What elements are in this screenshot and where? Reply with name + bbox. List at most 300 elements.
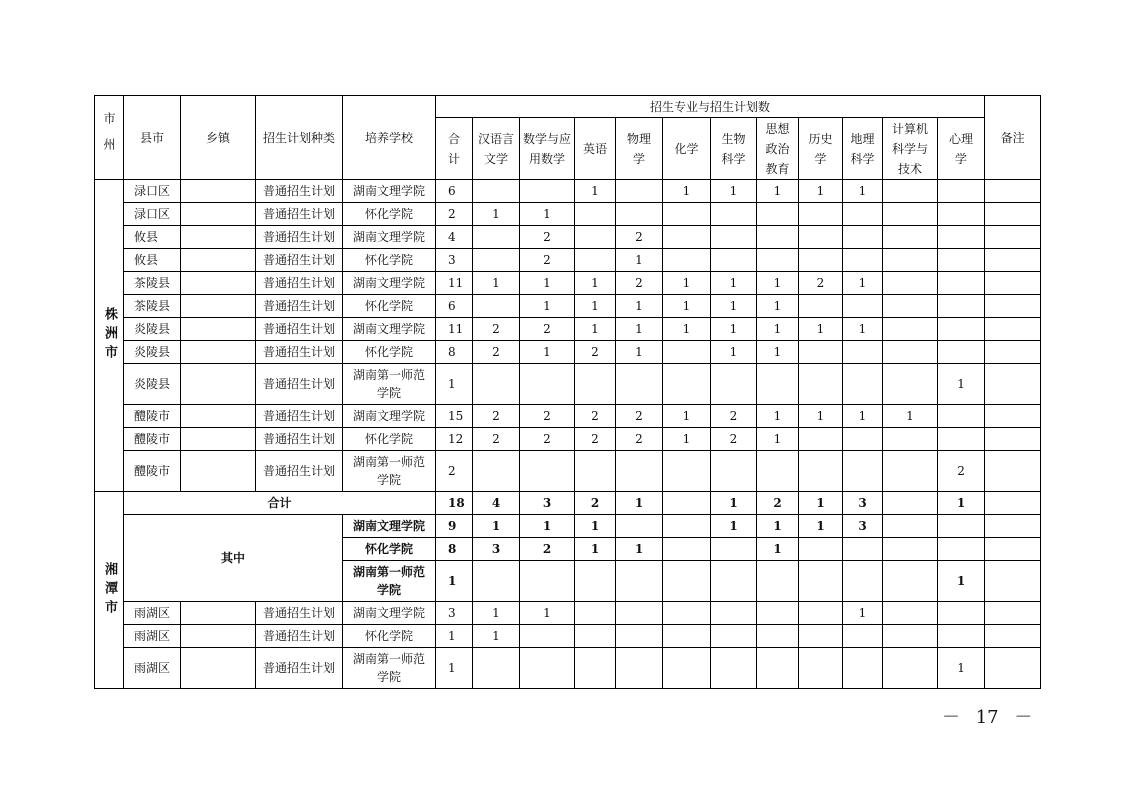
plan-type-cell: 普通招生计划	[256, 451, 343, 492]
value-cell: 2	[520, 226, 575, 249]
value-cell: 1	[711, 295, 757, 318]
value-cell: 1	[843, 602, 883, 625]
town-cell	[181, 405, 256, 428]
value-cell	[520, 625, 575, 648]
value-cell	[616, 648, 663, 689]
value-cell	[616, 625, 663, 648]
note-cell	[985, 561, 1041, 602]
value-cell	[711, 538, 757, 561]
value-cell	[799, 538, 843, 561]
value-cell: 1	[843, 272, 883, 295]
value-cell: 1	[520, 272, 575, 295]
value-cell	[473, 451, 520, 492]
header-major-label: 心理学	[949, 131, 974, 166]
value-cell	[663, 625, 711, 648]
table-row	[95, 625, 1041, 648]
total-cell: 18	[436, 492, 473, 515]
school-cell	[343, 405, 436, 428]
value-cell	[473, 295, 520, 318]
value-cell	[938, 428, 985, 451]
value-cell: 1	[757, 341, 799, 364]
value-cell	[843, 561, 883, 602]
school-name: 怀化学院	[364, 207, 413, 221]
total-cell: 4	[436, 226, 473, 249]
value-cell	[575, 226, 616, 249]
school-cell	[343, 272, 436, 295]
value-cell: 2	[473, 318, 520, 341]
note-cell	[985, 648, 1041, 689]
school-name: 湖南文理学院	[352, 409, 425, 423]
value-cell	[663, 203, 711, 226]
plan-type-cell: 普通招生计划	[256, 428, 343, 451]
table-row	[95, 249, 1041, 272]
county-cell: 雨湖区	[124, 625, 181, 648]
value-cell	[843, 341, 883, 364]
value-cell	[520, 180, 575, 203]
value-cell	[757, 648, 799, 689]
value-cell	[938, 515, 985, 538]
value-cell: 1	[575, 295, 616, 318]
value-cell: 2	[757, 492, 799, 515]
plan-type-cell: 普通招生计划	[256, 249, 343, 272]
note-cell	[985, 249, 1041, 272]
value-cell: 1	[473, 515, 520, 538]
school-name: 怀化学院	[364, 629, 413, 643]
header-major-label: 汉语言文学	[477, 131, 514, 166]
value-cell	[883, 648, 938, 689]
total-cell: 15	[436, 405, 473, 428]
school-cell	[343, 180, 436, 203]
value-cell	[938, 538, 985, 561]
school-name: 怀化学院	[364, 253, 413, 267]
note-cell	[985, 602, 1041, 625]
value-cell	[663, 602, 711, 625]
town-cell	[181, 249, 256, 272]
note-cell	[985, 203, 1041, 226]
table-row	[95, 180, 1041, 203]
value-cell	[663, 561, 711, 602]
value-cell	[757, 203, 799, 226]
value-cell	[883, 451, 938, 492]
total-cell: 2	[436, 203, 473, 226]
value-cell	[711, 364, 757, 405]
plan-type-cell: 普通招生计划	[256, 341, 343, 364]
value-cell	[883, 515, 938, 538]
school-name: 湖南文理学院	[352, 519, 425, 533]
value-cell	[938, 602, 985, 625]
value-cell	[575, 602, 616, 625]
value-cell	[883, 272, 938, 295]
value-cell: 1	[843, 318, 883, 341]
county-cell: 醴陵市	[124, 428, 181, 451]
value-cell: 2	[616, 428, 663, 451]
school-cell	[343, 203, 436, 226]
value-cell	[757, 625, 799, 648]
school-cell	[343, 515, 436, 538]
value-cell: 1	[883, 405, 938, 428]
value-cell	[799, 451, 843, 492]
value-cell: 2	[575, 341, 616, 364]
value-cell: 1	[711, 272, 757, 295]
value-cell: 1	[616, 295, 663, 318]
page-number: － 17 －	[942, 707, 1033, 728]
county-cell: 茶陵县	[124, 295, 181, 318]
value-cell	[843, 538, 883, 561]
value-cell	[663, 341, 711, 364]
town-cell	[181, 295, 256, 318]
value-cell	[711, 226, 757, 249]
value-cell	[883, 625, 938, 648]
note-cell	[985, 318, 1041, 341]
value-cell: 3	[843, 515, 883, 538]
city-name: 株洲市	[102, 307, 117, 364]
value-cell	[663, 364, 711, 405]
total-cell: 1	[436, 648, 473, 689]
value-cell	[757, 561, 799, 602]
header-major	[711, 118, 757, 180]
header-major-label: 历史学	[808, 131, 833, 166]
header-major	[473, 118, 520, 180]
note-cell	[985, 451, 1041, 492]
value-cell: 2	[575, 428, 616, 451]
value-cell	[616, 203, 663, 226]
value-cell	[938, 405, 985, 428]
county-cell: 炎陵县	[124, 318, 181, 341]
plan-type-cell: 普通招生计划	[256, 203, 343, 226]
county-cell: 醴陵市	[124, 405, 181, 428]
value-cell	[663, 515, 711, 538]
note-cell	[985, 180, 1041, 203]
note-cell	[985, 405, 1041, 428]
value-cell: 2	[520, 249, 575, 272]
total-cell: 9	[436, 515, 473, 538]
header-major-label: 英语	[582, 141, 607, 156]
value-cell	[575, 648, 616, 689]
value-cell	[883, 602, 938, 625]
note-cell	[985, 226, 1041, 249]
school-cell	[343, 295, 436, 318]
value-cell: 1	[843, 405, 883, 428]
school-cell	[343, 428, 436, 451]
value-cell: 1	[757, 428, 799, 451]
value-cell: 1	[473, 625, 520, 648]
value-cell: 1	[711, 492, 757, 515]
value-cell	[757, 451, 799, 492]
header-major-label: 思想政治教育	[765, 121, 790, 176]
value-cell: 1	[938, 364, 985, 405]
value-cell	[711, 203, 757, 226]
school-name: 怀化学院	[364, 432, 413, 446]
value-cell: 1	[711, 318, 757, 341]
value-cell	[757, 249, 799, 272]
value-cell: 1	[473, 272, 520, 295]
county-cell: 攸县	[124, 226, 181, 249]
value-cell	[663, 648, 711, 689]
header-school: 培养学校	[343, 96, 436, 180]
total-cell: 6	[436, 180, 473, 203]
value-cell: 1	[757, 318, 799, 341]
value-cell	[799, 249, 843, 272]
value-cell	[883, 538, 938, 561]
town-cell	[181, 272, 256, 295]
value-cell: 1	[575, 180, 616, 203]
value-cell	[473, 249, 520, 272]
plan-type-cell: 普通招生计划	[256, 180, 343, 203]
school-cell	[343, 538, 436, 561]
table-row	[95, 648, 1041, 689]
value-cell: 1	[799, 492, 843, 515]
value-cell: 1	[799, 318, 843, 341]
value-cell: 1	[616, 538, 663, 561]
school-name: 怀化学院	[364, 299, 413, 313]
school-cell	[343, 625, 436, 648]
total-cell: 8	[436, 538, 473, 561]
value-cell	[520, 648, 575, 689]
header-major-label: 物理学	[626, 131, 651, 166]
table-row	[95, 318, 1041, 341]
value-cell	[938, 180, 985, 203]
table-row	[95, 272, 1041, 295]
value-cell: 2	[711, 405, 757, 428]
town-cell	[181, 648, 256, 689]
header-majors-group: 招生专业与招生计划数	[436, 96, 985, 118]
value-cell	[938, 625, 985, 648]
value-cell	[711, 602, 757, 625]
town-cell	[181, 625, 256, 648]
school-cell	[343, 364, 436, 405]
school-name: 怀化学院	[364, 542, 413, 556]
value-cell: 1	[473, 203, 520, 226]
value-cell	[663, 538, 711, 561]
value-cell	[520, 451, 575, 492]
value-cell	[938, 203, 985, 226]
value-cell: 1	[711, 180, 757, 203]
header-major-label: 数学与应用数学	[523, 131, 572, 166]
value-cell	[799, 648, 843, 689]
value-cell	[883, 180, 938, 203]
value-cell: 2	[520, 428, 575, 451]
value-cell	[520, 561, 575, 602]
value-cell	[938, 226, 985, 249]
school-cell	[343, 561, 436, 602]
value-cell	[616, 561, 663, 602]
town-cell	[181, 341, 256, 364]
value-cell	[938, 272, 985, 295]
value-cell	[711, 451, 757, 492]
school-cell	[343, 648, 436, 689]
county-cell: 炎陵县	[124, 364, 181, 405]
note-cell	[985, 492, 1041, 515]
school-name: 湖南第一师范学院	[352, 368, 425, 400]
value-cell: 1	[473, 602, 520, 625]
value-cell	[883, 226, 938, 249]
value-cell	[575, 364, 616, 405]
value-cell: 3	[473, 538, 520, 561]
value-cell: 1	[757, 405, 799, 428]
town-cell	[181, 180, 256, 203]
total-cell: 11	[436, 272, 473, 295]
header-major	[663, 118, 711, 180]
value-cell	[473, 364, 520, 405]
value-cell	[663, 249, 711, 272]
value-cell: 3	[520, 492, 575, 515]
value-cell: 2	[520, 405, 575, 428]
total-cell: 2	[436, 451, 473, 492]
value-cell: 1	[757, 272, 799, 295]
value-cell: 2	[473, 405, 520, 428]
value-cell	[843, 295, 883, 318]
value-cell	[843, 451, 883, 492]
value-cell	[938, 249, 985, 272]
value-cell	[938, 295, 985, 318]
value-cell	[799, 602, 843, 625]
value-cell: 2	[520, 318, 575, 341]
value-cell: 1	[520, 295, 575, 318]
value-cell	[883, 428, 938, 451]
value-cell: 2	[575, 492, 616, 515]
value-cell	[799, 341, 843, 364]
note-cell	[985, 538, 1041, 561]
total-cell: 1	[436, 364, 473, 405]
value-cell	[711, 648, 757, 689]
value-cell	[757, 364, 799, 405]
value-cell: 3	[843, 492, 883, 515]
value-cell	[883, 203, 938, 226]
table-row	[95, 428, 1041, 451]
value-cell: 2	[711, 428, 757, 451]
header-major-label: 地理科学	[850, 131, 875, 166]
subtotal-row	[95, 515, 1041, 538]
county-cell: 茶陵县	[124, 272, 181, 295]
sum-row	[95, 492, 1041, 515]
value-cell	[575, 249, 616, 272]
value-cell: 1	[663, 405, 711, 428]
plan-type-cell: 普通招生计划	[256, 318, 343, 341]
school-name: 湖南第一师范学院	[352, 565, 425, 597]
total-cell: 12	[436, 428, 473, 451]
city-cell	[95, 492, 124, 689]
value-cell	[843, 249, 883, 272]
town-cell	[181, 364, 256, 405]
total-cell: 11	[436, 318, 473, 341]
total-cell: 3	[436, 249, 473, 272]
total-cell: 1	[436, 625, 473, 648]
plan-type-cell: 普通招生计划	[256, 295, 343, 318]
value-cell	[799, 226, 843, 249]
value-cell: 1	[616, 492, 663, 515]
enrollment-plan-table	[94, 95, 1041, 689]
plan-type-cell: 普通招生计划	[256, 602, 343, 625]
value-cell	[711, 561, 757, 602]
value-cell: 1	[520, 602, 575, 625]
value-cell	[843, 203, 883, 226]
table-row	[95, 364, 1041, 405]
school-cell	[343, 249, 436, 272]
school-name: 湖南文理学院	[352, 322, 425, 336]
value-cell: 1	[575, 272, 616, 295]
value-cell: 1	[616, 318, 663, 341]
table-row	[95, 226, 1041, 249]
value-cell: 1	[616, 341, 663, 364]
plan-type-cell: 普通招生计划	[256, 648, 343, 689]
sum-label: 合计	[124, 492, 436, 515]
school-name: 湖南文理学院	[352, 230, 425, 244]
value-cell: 4	[473, 492, 520, 515]
county-cell: 雨湖区	[124, 648, 181, 689]
town-cell	[181, 203, 256, 226]
value-cell	[473, 561, 520, 602]
value-cell	[520, 364, 575, 405]
value-cell	[883, 295, 938, 318]
value-cell	[663, 492, 711, 515]
value-cell: 2	[473, 428, 520, 451]
value-cell	[663, 451, 711, 492]
value-cell: 1	[663, 428, 711, 451]
header-plan-type: 招生计划种类	[256, 96, 343, 180]
county-cell: 醴陵市	[124, 451, 181, 492]
value-cell	[843, 648, 883, 689]
header-major-label: 计算机科学与技术	[891, 121, 928, 176]
value-cell	[799, 203, 843, 226]
value-cell: 1	[711, 515, 757, 538]
value-cell: 1	[575, 515, 616, 538]
header-total: 合计	[436, 118, 473, 180]
value-cell	[616, 515, 663, 538]
note-cell	[985, 428, 1041, 451]
table-row	[95, 602, 1041, 625]
value-cell	[575, 561, 616, 602]
value-cell	[473, 648, 520, 689]
value-cell: 1	[711, 341, 757, 364]
header-town: 乡镇	[181, 96, 256, 180]
value-cell	[799, 428, 843, 451]
school-cell	[343, 602, 436, 625]
header-major-label: 化学	[674, 141, 699, 156]
value-cell: 1	[757, 515, 799, 538]
value-cell: 2	[575, 405, 616, 428]
value-cell: 1	[757, 538, 799, 561]
value-cell	[799, 364, 843, 405]
value-cell: 2	[616, 405, 663, 428]
total-cell: 6	[436, 295, 473, 318]
note-cell	[985, 515, 1041, 538]
value-cell	[883, 341, 938, 364]
county-cell: 雨湖区	[124, 602, 181, 625]
value-cell	[799, 295, 843, 318]
plan-type-cell: 普通招生计划	[256, 272, 343, 295]
value-cell	[711, 625, 757, 648]
value-cell	[616, 602, 663, 625]
value-cell	[616, 451, 663, 492]
school-cell	[343, 226, 436, 249]
table-row	[95, 451, 1041, 492]
table-row	[95, 203, 1041, 226]
value-cell: 1	[843, 180, 883, 203]
value-cell	[843, 226, 883, 249]
school-cell	[343, 341, 436, 364]
header-major	[520, 118, 575, 180]
value-cell: 1	[663, 180, 711, 203]
value-cell	[883, 364, 938, 405]
value-cell	[575, 451, 616, 492]
value-cell	[883, 561, 938, 602]
table-row	[95, 341, 1041, 364]
county-cell: 渌口区	[124, 180, 181, 203]
school-cell	[343, 318, 436, 341]
value-cell	[473, 180, 520, 203]
county-cell: 渌口区	[124, 203, 181, 226]
value-cell	[757, 226, 799, 249]
